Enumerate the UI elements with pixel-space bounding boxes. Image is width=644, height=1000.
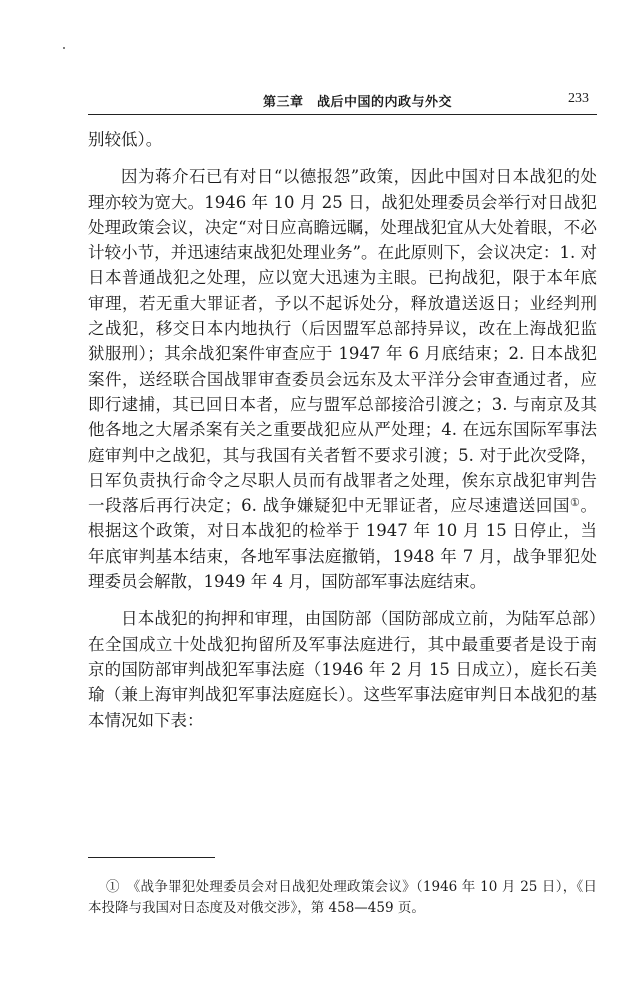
- chapter-title: 第三章 战后中国的内政与外交: [262, 95, 452, 110]
- scan-speck: [63, 47, 65, 49]
- paragraph-policy: [88, 164, 597, 594]
- footnote-reference[interactable]: ①: [570, 496, 581, 510]
- footnote: ① 《战争罪犯处理委员会对日战犯处理政策会议》（1946 年 10 月 25 日），《日本投降与我国对日态度及对俄交涉》，第 458—459 页。: [88, 879, 597, 916]
- paragraph-policy-text-end: 。根据这个政策，对日本战犯的检举于 1947 年 10 月 15 日停止，当年底审判基本结束，各地军事法庭撤销，1948 年 7 月，战争罪犯处理委员会解散，1949 年 4 月，国防部军事法庭结束。: [88, 496, 597, 592]
- paragraph-tribunals: 日本战犯的拘押和审理，由国防部（国防部成立前，为陆军总部）在全国成立十处战犯拘留所及军事法庭进行，其中最重要者是设于南京的国防部审判战犯军事法庭（1946 年 2 月 15 日成立），庭长石美瑜（兼上海审判战犯军事法庭庭长）。这些军事法庭审判日本战犯的基本情况如下表：: [88, 609, 597, 730]
- footnote-divider: [88, 857, 215, 858]
- running-header: [88, 90, 597, 115]
- body-text: [88, 127, 597, 733]
- paragraph-continuation: 别较低）。: [88, 130, 163, 149]
- paragraph-policy-text: 因为蒋介石已有对日“以德报怨”政策，因此中国对日本战犯的处理亦较为宽大。1946 年 10 月 25 日，战犯处理委员会举行对日战犯处理政策会议，决定“对日应高瞻远瞩，处理战犯宜从大处着眼，不必计较小节，并迅速结束战犯处理业务”。在此原则下，会议决定：1. 对日本普通战犯之处理，应以宽大迅速为主眼。已拘战犯，限于本年底审理，若无重大罪证者，予以不起诉处分，释放遣送返日；业经判刑之战犯，移交日本内地执行（后因盟军总部持异议，改在上海战犯监狱服刑）；其余战犯案件审查应于 1947 年 6 月底结束；2. 日本战犯案件，送经联合国战罪审查委员会远东及太平洋分会审查通过者，应即行逮捕，其已回日本者，应与盟军总部接洽引渡之；3. 与南京及其他各地之大屠杀案有关之重要战犯应从严处理；4. 在远东国际军事法庭审判中之战犯，其与我国有关者暂不要求引渡；5. 对于此次受降，日军负责执行命令之尽职人员而有战罪者之处理，俟东京战犯审判告一段落后再行决定；6. 战争嫌疑犯中无罪证者，应尽速遣送回国: [88, 167, 597, 516]
- page-number: 233: [568, 91, 589, 106]
